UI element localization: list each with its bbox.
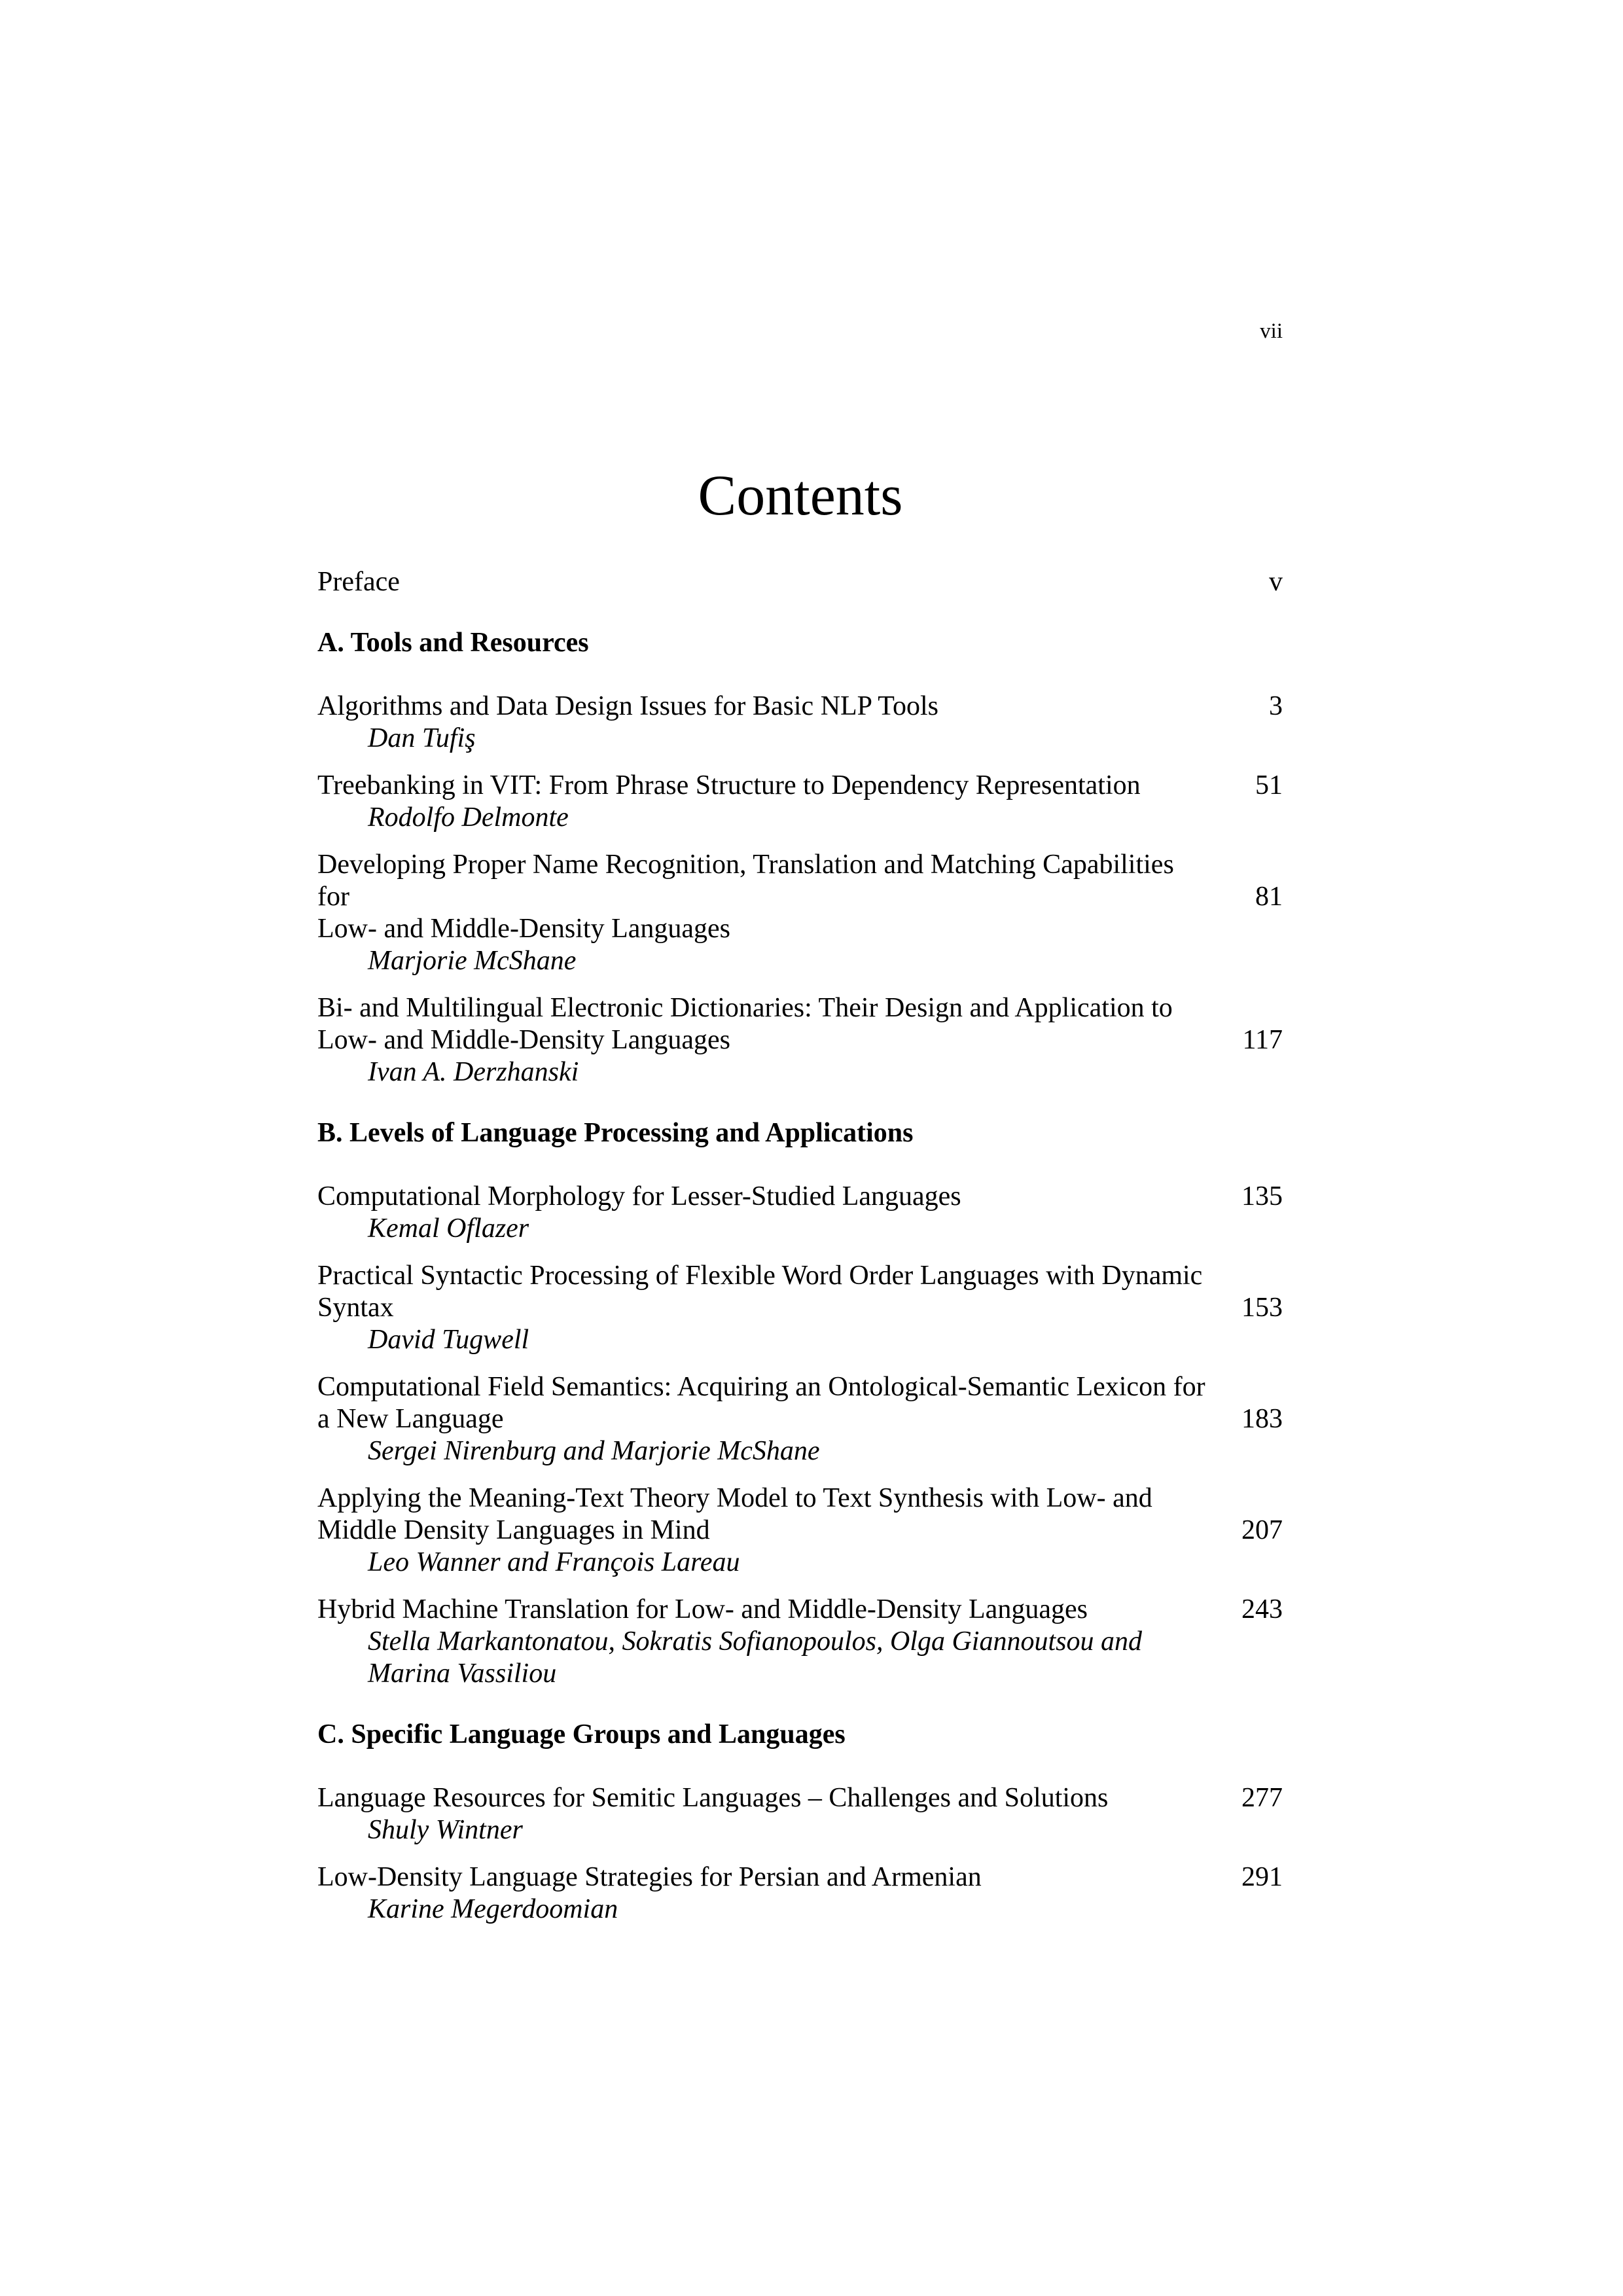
toc-entry-page: 291 — [1241, 1862, 1283, 1892]
toc-entry-title-line-2: Middle Density Languages in Mind — [317, 1515, 710, 1545]
table-of-contents — [317, 566, 1283, 1941]
toc-entry-page: 117 — [1242, 1025, 1283, 1055]
section-heading: B. Levels of Language Processing and Applications — [317, 1118, 914, 1148]
toc-entry-author: Shuly Wintner — [368, 1815, 523, 1845]
toc-entry-page: 207 — [1241, 1515, 1283, 1545]
toc-entry-title: Language Resources for Semitic Languages – Challenges and Solutions — [317, 1783, 1109, 1813]
toc-entry-page: 277 — [1241, 1783, 1283, 1813]
page-title: Contents — [698, 464, 903, 528]
toc-entry-title-line-2: Low- and Middle-Density Languages — [317, 914, 731, 944]
toc-entry-page: 81 — [1255, 882, 1283, 912]
toc-entry-page: 243 — [1241, 1594, 1283, 1624]
toc-entry-title: Algorithms and Data Design Issues for Basic NLP Tools — [317, 691, 938, 721]
toc-entry[interactable] — [317, 1260, 1283, 1356]
toc-entry-page: 3 — [1269, 691, 1283, 721]
page-number: vii — [1260, 319, 1283, 343]
toc-entry-author: Dan Tufiş — [368, 723, 476, 753]
toc-entry-page: v — [1269, 567, 1283, 597]
toc-entry[interactable] — [317, 770, 1283, 834]
toc-entry-author: Leo Wanner and François Lareau — [368, 1547, 740, 1577]
toc-entry[interactable] — [317, 1371, 1283, 1467]
toc-entry[interactable] — [317, 1861, 1283, 1926]
toc-entry-title-line-1: Bi- and Multilingual Electronic Dictionaries: Their Design and Application to — [317, 993, 1173, 1023]
section-heading: A. Tools and Resources — [317, 628, 589, 658]
toc-entry-author: Rodolfo Delmonte — [368, 802, 569, 833]
toc-entry-title-line-2: Low- and Middle-Density Languages — [317, 1025, 731, 1055]
toc-entry-title: Low-Density Language Strategies for Persian and Armenian — [317, 1862, 982, 1892]
toc-entry-preface[interactable] — [317, 566, 1283, 598]
toc-entry-page: 183 — [1241, 1404, 1283, 1434]
section-heading: C. Specific Language Groups and Languages — [317, 1719, 846, 1749]
toc-entry-author: Sergei Nirenburg and Marjorie McShane — [368, 1436, 820, 1466]
toc-entry-title-line-1: Computational Field Semantics: Acquiring an Ontological-Semantic Lexicon for — [317, 1372, 1205, 1402]
toc-entry-title: Computational Morphology for Lesser-Studied Languages — [317, 1181, 961, 1211]
toc-entry-author: Kemal Oflazer — [368, 1213, 529, 1244]
toc-entry-author: Ivan A. Derzhanski — [368, 1057, 579, 1087]
toc-entry-author: Karine Megerdoomian — [368, 1894, 618, 1924]
toc-entry-title-line-1: Practical Syntactic Processing of Flexible Word Order Languages with Dynamic — [317, 1261, 1203, 1291]
toc-entry[interactable] — [317, 1594, 1283, 1690]
toc-entry[interactable] — [317, 1181, 1283, 1245]
toc-entry-page: 51 — [1255, 770, 1283, 800]
toc-entry[interactable] — [317, 849, 1283, 977]
toc-entry[interactable] — [317, 691, 1283, 755]
toc-entry-title-line-2: Syntax — [317, 1293, 394, 1323]
toc-entry-author-line-2: Marina Vassiliou — [368, 1659, 557, 1689]
toc-entry-title-line-1: Applying the Meaning-Text Theory Model to Text Synthesis with Low- and — [317, 1483, 1152, 1513]
toc-entry-page: 135 — [1241, 1181, 1283, 1211]
toc-entry-title: Treebanking in VIT: From Phrase Structure to Dependency Representation — [317, 770, 1141, 800]
toc-entry-author: David Tugwell — [368, 1325, 529, 1355]
toc-entry-title: Hybrid Machine Translation for Low- and Middle-Density Languages — [317, 1594, 1088, 1624]
toc-entry[interactable] — [317, 992, 1283, 1088]
toc-entry[interactable] — [317, 1782, 1283, 1846]
toc-entry-title-line-2: a New Language — [317, 1404, 504, 1434]
toc-entry-author-line-1: Stella Markantonatou, Sokratis Sofianopoulos, Olga Giannoutsou and — [368, 1626, 1142, 1657]
toc-entry-title-line-1: Developing Proper Name Recognition, Translation and Matching Capabilities for — [317, 850, 1174, 912]
toc-entry[interactable] — [317, 1482, 1283, 1579]
toc-entry-title: Preface — [317, 567, 400, 597]
toc-entry-author: Marjorie McShane — [368, 946, 577, 976]
toc-entry-page: 153 — [1241, 1293, 1283, 1323]
